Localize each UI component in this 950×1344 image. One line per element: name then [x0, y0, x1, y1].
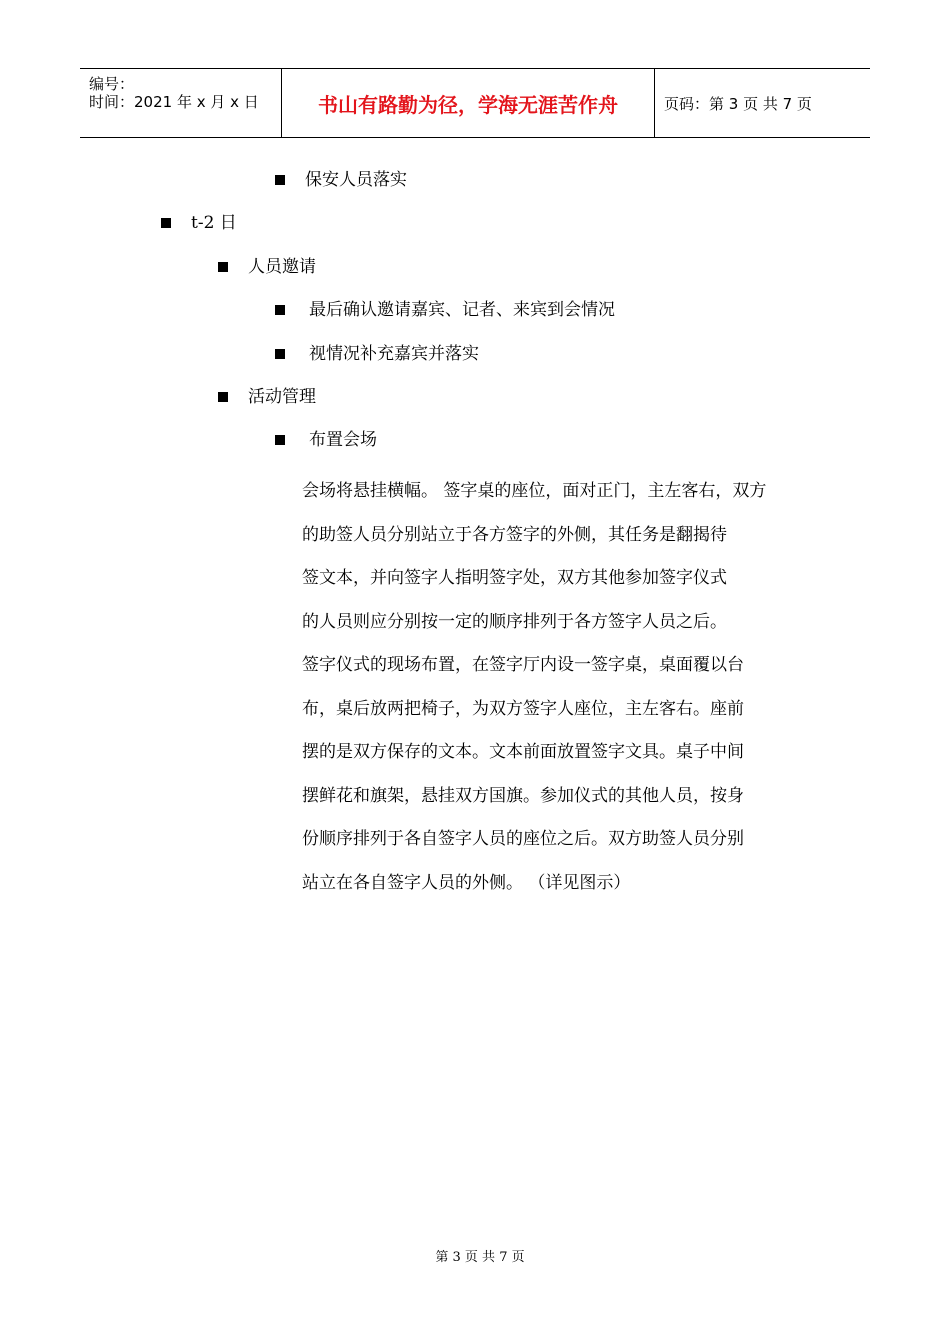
outline-item-label: 最后确认邀请嘉宾、记者、来宾到会情况: [309, 300, 615, 320]
square-bullet-icon: [275, 435, 285, 445]
header-page-code: 页码：第 3 页 共 7 页: [664, 94, 812, 113]
square-bullet-icon: [275, 305, 285, 315]
paragraph-line: 的助签人员分别站立于各方签字的外侧，其任务是翻揭待: [302, 524, 727, 545]
page-header: [80, 68, 870, 138]
square-bullet-icon: [161, 218, 171, 228]
page-footer-number: 第 3 页 共 7 页: [435, 1250, 525, 1265]
outline-item-label: 保安人员落实: [305, 170, 407, 190]
outline-item-label: 视情况补充嘉宾并落实: [309, 344, 479, 364]
paragraph-line: 摆的是双方保存的文本。文本前面放置签字文具。桌子中间: [302, 742, 744, 762]
outline-item-confirm: [275, 298, 615, 322]
square-bullet-icon: [275, 349, 285, 359]
outline-item-security: [275, 168, 407, 192]
outline-item-label: 人员邀请: [248, 257, 316, 277]
outline-item-venue: [275, 428, 377, 452]
paragraph-line: 摆鲜花和旗架，悬挂双方国旗。参加仪式的其他人员，按身: [302, 785, 744, 806]
outline-item-t2: [161, 211, 237, 235]
document-date: 时间：2021 年 x 月 x 日: [89, 93, 259, 111]
paragraph-line: 份顺序排列于各自签字人员的座位之后。双方助签人员分别: [302, 829, 744, 849]
square-bullet-icon: [218, 262, 228, 272]
paragraph-line: 的人员则应分别按一定的顺序排列于各方签字人员之后。: [302, 611, 727, 632]
paragraph-line: 签字仪式的现场布置，在签字厅内设一签字桌，桌面覆以台: [302, 655, 744, 675]
outline-item-activity: [218, 385, 316, 409]
document-number-label: 编号：: [89, 75, 135, 93]
outline-item-label: t-2 日: [191, 213, 237, 233]
square-bullet-icon: [218, 392, 228, 402]
paragraph-line: 布，桌后放两把椅子，为双方签字人座位，主左客右。座前: [302, 698, 744, 719]
outline-item-supplement: [275, 342, 479, 366]
header-motto: 书山有路勤为径，学海无涯苦作舟: [282, 69, 655, 137]
outline-item-label: 活动管理: [248, 387, 316, 407]
square-bullet-icon: [275, 175, 285, 185]
venue-description-paragraph: [302, 470, 838, 905]
paragraph-line: 会场将悬挂横幅。 签字桌的座位，面对正门，主左客右，双方: [302, 481, 767, 501]
paragraph-line: 签文本，并向签字人指明签字处，双方其他参加签字仪式: [302, 568, 727, 588]
outline-item-invite: [218, 255, 316, 279]
paragraph-line: 站立在各自签字人员的外侧。 （详见图示）: [302, 872, 631, 893]
header-info-cell: [80, 69, 282, 137]
outline-item-label: 布置会场: [309, 430, 377, 450]
